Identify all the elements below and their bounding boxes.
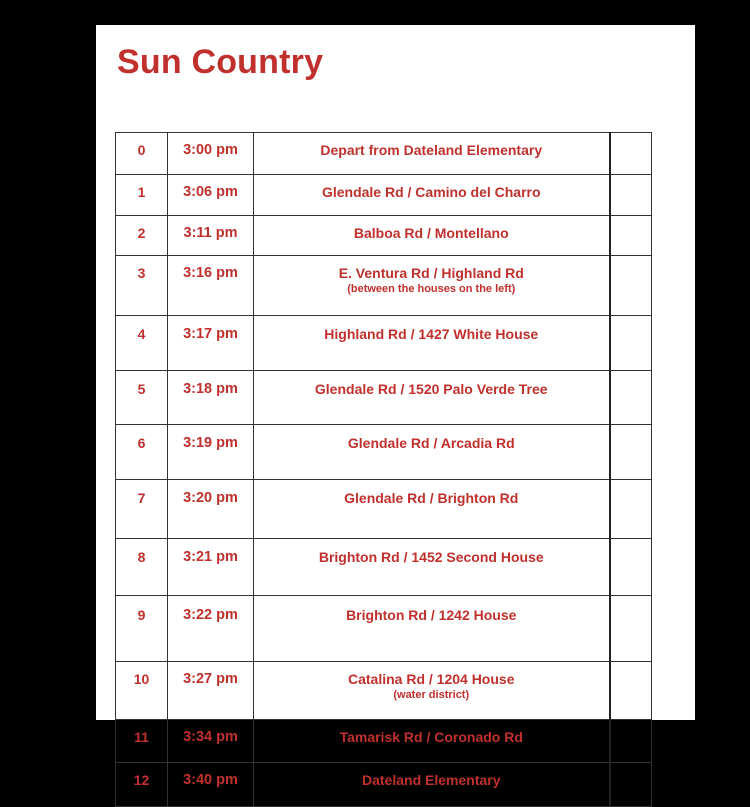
stop-location-cell <box>254 720 610 763</box>
stop-time: 3:16 pm <box>168 256 254 316</box>
schedule-row <box>116 133 652 175</box>
stop-location: Balboa Rd / Montellano <box>353 225 509 241</box>
stop-number: 0 <box>116 133 168 175</box>
stop-location: Glendale Rd / Arcadia Rd <box>347 435 515 451</box>
schedule-row <box>116 480 652 539</box>
schedule-row <box>116 425 652 480</box>
stop-time: 3:40 pm <box>168 763 254 807</box>
stop-location: E. Ventura Rd / Highland Rd <box>338 265 524 281</box>
stop-time: 3:21 pm <box>168 539 254 596</box>
blank-check-cell <box>610 371 652 425</box>
stop-location-cell <box>254 133 610 175</box>
schedule-row <box>116 720 652 763</box>
schedule-row <box>116 316 652 371</box>
stop-location: Brighton Rd / 1452 Second House <box>318 549 544 565</box>
stop-number: 10 <box>116 662 168 720</box>
schedule-row <box>116 371 652 425</box>
stop-location: Catalina Rd / 1204 House <box>347 671 515 687</box>
stop-number: 6 <box>116 425 168 480</box>
route-schedule-table <box>115 132 652 807</box>
blank-check-cell <box>610 216 652 256</box>
stop-note: (between the houses on the left) <box>347 283 516 295</box>
stop-location-cell <box>254 763 610 807</box>
schedule-row <box>116 596 652 662</box>
blank-check-cell <box>610 425 652 480</box>
stop-time: 3:11 pm <box>168 216 254 256</box>
blank-check-cell <box>610 720 652 763</box>
blank-check-cell <box>610 596 652 662</box>
stop-time: 3:00 pm <box>168 133 254 175</box>
stop-time: 3:22 pm <box>168 596 254 662</box>
schedule-row <box>116 175 652 216</box>
schedule-row <box>116 216 652 256</box>
schedule-row <box>116 256 652 316</box>
stop-location: Tamarisk Rd / Coronado Rd <box>339 729 523 745</box>
stop-number: 4 <box>116 316 168 371</box>
schedule-row <box>116 763 652 807</box>
stop-number: 1 <box>116 175 168 216</box>
stop-location-cell <box>254 539 610 596</box>
page-title: Sun Country <box>117 43 324 81</box>
stop-location: Depart from Dateland Elementary <box>320 142 543 158</box>
blank-check-cell <box>610 480 652 539</box>
stop-location-cell <box>254 596 610 662</box>
stop-number: 11 <box>116 720 168 763</box>
stop-time: 3:06 pm <box>168 175 254 216</box>
blank-check-cell <box>610 662 652 720</box>
blank-check-cell <box>610 763 652 807</box>
stop-location-cell <box>254 175 610 216</box>
stop-number: 2 <box>116 216 168 256</box>
stop-location: Glendale Rd / Brighton Rd <box>344 490 519 506</box>
stop-location: Dateland Elementary <box>362 772 501 788</box>
stop-location-cell <box>254 371 610 425</box>
stop-location: Highland Rd / 1427 White House <box>324 326 539 342</box>
blank-check-cell <box>610 175 652 216</box>
stop-time: 3:18 pm <box>168 371 254 425</box>
stop-location-cell <box>254 216 610 256</box>
blank-check-cell <box>610 316 652 371</box>
blank-check-cell <box>610 133 652 175</box>
stop-number: 3 <box>116 256 168 316</box>
stop-number: 9 <box>116 596 168 662</box>
stop-number: 8 <box>116 539 168 596</box>
stop-location-cell <box>254 480 610 539</box>
schedule-row <box>116 539 652 596</box>
stop-location: Brighton Rd / 1242 House <box>346 607 517 623</box>
stop-location-cell <box>254 662 610 720</box>
stop-number: 12 <box>116 763 168 807</box>
stop-location: Glendale Rd / 1520 Palo Verde Tree <box>314 381 548 397</box>
stop-location-cell <box>254 425 610 480</box>
schedule-row <box>116 662 652 720</box>
stop-time: 3:19 pm <box>168 425 254 480</box>
stop-number: 5 <box>116 371 168 425</box>
stop-number: 7 <box>116 480 168 539</box>
stop-location: Glendale Rd / Camino del Charro <box>321 184 541 200</box>
stop-location-cell <box>254 316 610 371</box>
stop-time: 3:17 pm <box>168 316 254 371</box>
stop-time: 3:27 pm <box>168 662 254 720</box>
stop-note: (water district) <box>393 689 470 701</box>
blank-check-cell <box>610 256 652 316</box>
schedule-page <box>96 25 695 788</box>
blank-check-cell <box>610 539 652 596</box>
stop-time: 3:34 pm <box>168 720 254 763</box>
stop-location-cell <box>254 256 610 316</box>
stop-time: 3:20 pm <box>168 480 254 539</box>
